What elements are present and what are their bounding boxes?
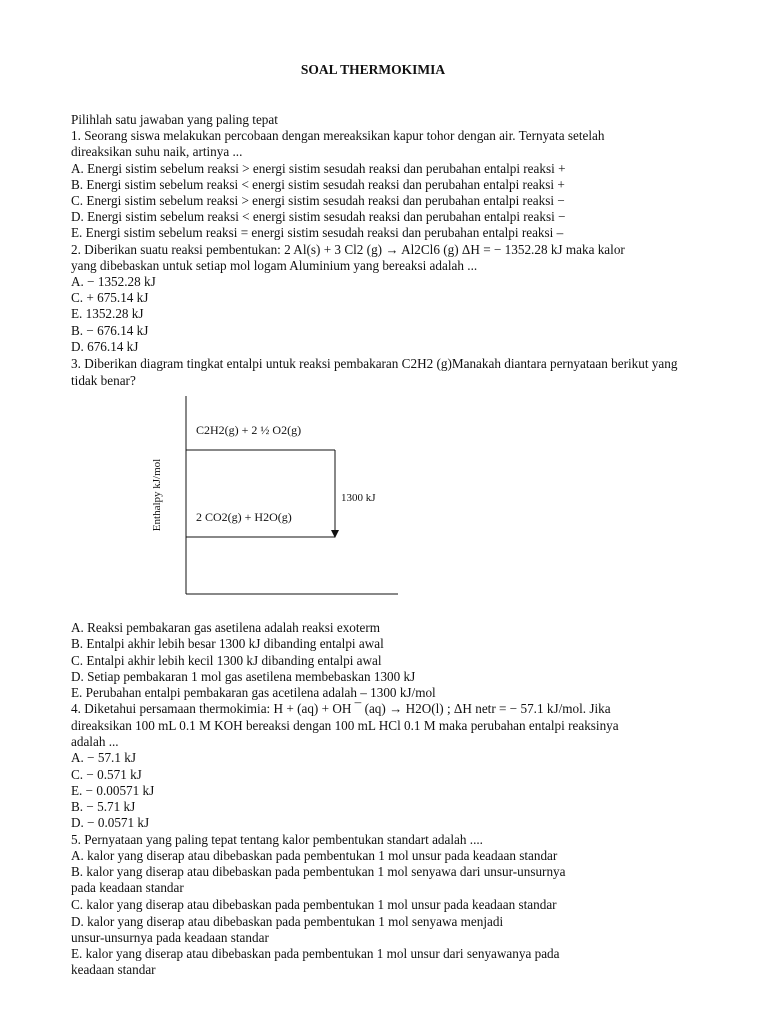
document-title: SOAL THERMOKIMIA — [300, 62, 446, 77]
option-line: B. Energi sistim sebelum reaksi < energi sistim sesudah reaksi dan perubahan entalpi reaksi + — [71, 177, 565, 192]
option-line: D. 676.14 kJ — [71, 339, 139, 354]
option-line: C. + 675.14 kJ — [71, 290, 149, 305]
option-line: A. Reaksi pembakaran gas asetilena adalah reaksi exoterm — [71, 620, 381, 635]
question-2-line: yang dibebaskan untuk setiap mol logam Aluminium yang bereaksi adalah ... — [71, 258, 478, 273]
question-3-line: tidak benar? — [71, 373, 136, 388]
question-4-line: direaksikan 100 mL 0.1 M KOH bereaksi dengan 100 mL HCl 0.1 M maka perubahan entalpi reaksinya — [71, 718, 619, 733]
option-line: E. kalor yang diserap atau dibebaskan pada pembentukan 1 mol unsur dari senyawanya pada — [71, 946, 560, 961]
option-line: B. − 5.71 kJ — [71, 799, 136, 814]
option-line: B. − 676.14 kJ — [71, 323, 149, 338]
option-line: D. kalor yang diserap atau dibebaskan pada pembentukan 1 mol senyawa menjadi — [71, 914, 504, 929]
option-line: A. − 1352.28 kJ — [71, 274, 156, 289]
option-line: E. 1352.28 kJ — [71, 306, 144, 321]
upper-level-label: C2H2(g) + 2 ½ O2(g) — [196, 423, 302, 437]
option-line: unsur-unsurnya pada keadaan standar — [71, 930, 269, 945]
option-line: E. − 0.00571 kJ — [71, 783, 155, 798]
option-line: keadaan standar — [71, 962, 156, 977]
option-line: D. Setiap pembakaran 1 mol gas asetilena membebaskan 1300 kJ — [71, 669, 416, 684]
option-line: D. − 0.0571 kJ — [71, 815, 150, 830]
question-4-line: adalah ... — [71, 734, 119, 749]
question-1-line: 1. Seorang siswa melakukan percobaan dengan mereaksikan kapur tohor dengan air. Ternyata setelah — [71, 128, 605, 143]
option-line: B. Entalpi akhir lebih besar 1300 kJ dibanding entalpi awal — [71, 636, 384, 651]
question-5-line: 5. Pernyataan yang paling tepat tentang kalor pembentukan standart adalah .... — [71, 832, 483, 847]
question-3-line: 3. Diberikan diagram tingkat entalpi untuk reaksi pembakaran C2H2 (g)Manakah diantara pernyataan berikut yang — [71, 356, 678, 371]
instruction-line: Pilihlah satu jawaban yang paling tepat — [71, 112, 278, 127]
option-line: D. Energi sistim sebelum reaksi < energi sistim sesudah reaksi dan perubahan entalpi reaksi − — [71, 209, 566, 224]
lower-level-label: 2 CO2(g) + H2O(g) — [196, 510, 292, 524]
question-2-line: 2. Diberikan suatu reaksi pembentukan: 2 Al(s) + 3 Cl2 (g) → Al2Cl6 (g) ΔH = − 1352.28 kJ maka kalor — [71, 242, 625, 257]
option-line: C. kalor yang diserap atau dibebaskan pada pembentukan 1 mol unsur pada keadaan standar — [71, 897, 557, 912]
option-line: A. kalor yang diserap atau dibebaskan pada pembentukan 1 mol unsur pada keadaan standar — [71, 848, 558, 863]
option-line: C. Energi sistim sebelum reaksi > energi sistim sesudah reaksi dan perubahan entalpi reaksi − — [71, 193, 565, 208]
option-line: A. Energi sistim sebelum reaksi > energi sistim sesudah reaksi dan perubahan entalpi reaksi + — [71, 161, 566, 176]
option-line: E. Perubahan entalpi pembakaran gas acetilena adalah – 1300 kJ/mol — [71, 685, 436, 700]
option-line: pada keadaan standar — [71, 880, 184, 895]
option-line: C. Entalpi akhir lebih kecil 1300 kJ dibanding entalpi awal — [71, 653, 382, 668]
enthalpy-diagram-svg — [148, 390, 410, 600]
option-line: E. Energi sistim sebelum reaksi = energi sistim sesudah reaksi dan perubahan entalpi reaksi – — [71, 225, 564, 240]
question-4-line: 4. Diketahui persamaan thermokimia: H + (aq) + OH ¯ (aq) → H2O(l) ; ΔH netr = − 57.1 kJ/mol. Jika — [71, 701, 611, 716]
enthalpy-level-diagram — [148, 390, 410, 600]
delta-h-label: 1300 kJ — [341, 492, 376, 504]
option-line: C. − 0.571 kJ — [71, 767, 142, 782]
option-line: A. − 57.1 kJ — [71, 750, 136, 765]
y-axis-label: Enthalpy kJ/mol — [151, 458, 163, 532]
option-line: B. kalor yang diserap atau dibebaskan pada pembentukan 1 mol senyawa dari unsur-unsurnya — [71, 864, 566, 879]
question-1-line: direaksikan suhu naik, artinya ... — [71, 144, 243, 159]
